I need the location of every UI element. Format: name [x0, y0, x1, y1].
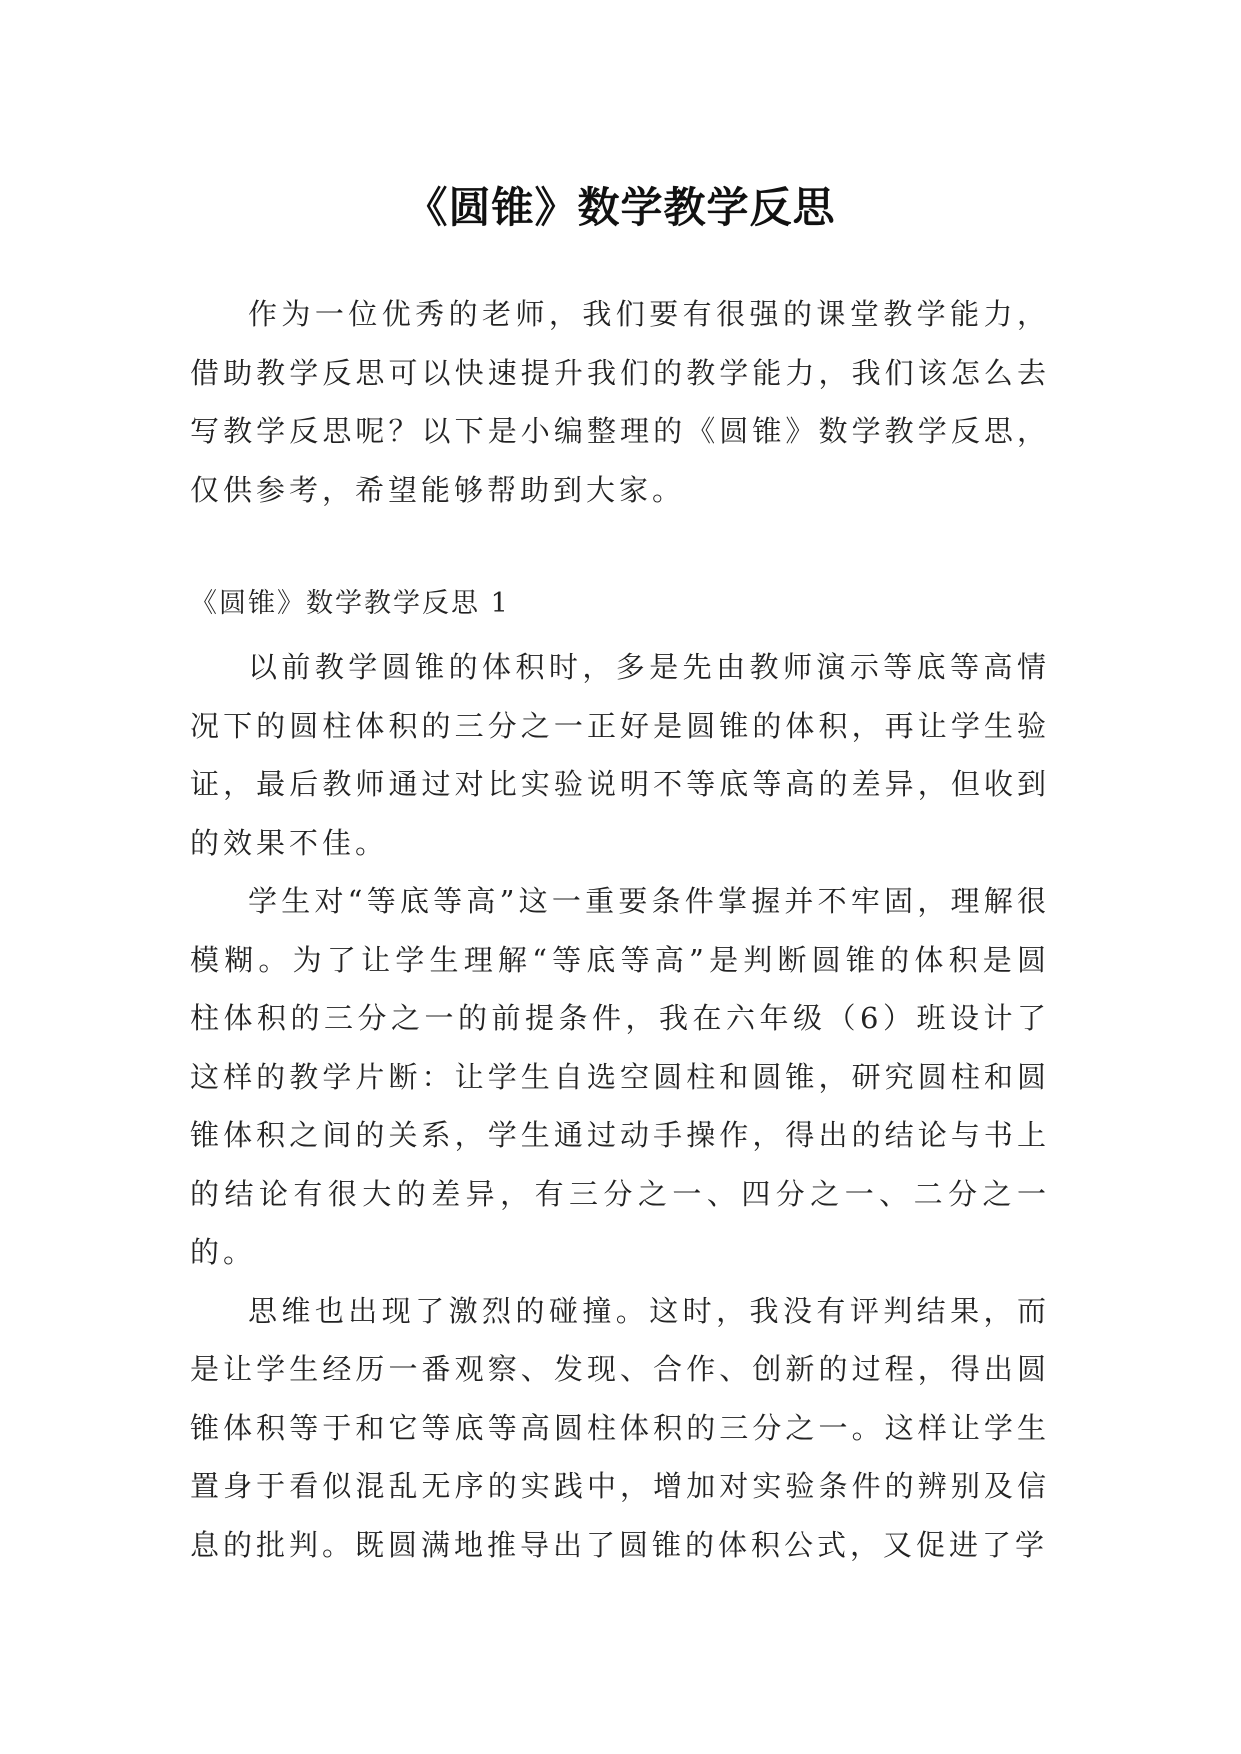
intro-paragraph: 作为一位优秀的老师，我们要有很强的课堂教学能力，借助教学反思可以快速提升我们的教学能力，我们该怎么去写教学反思呢？以下是小编整理的《圆锥》数学教学反思，仅供参考，希望能够帮助到大家。 — [190, 297, 1050, 507]
intro-block — [190, 285, 1050, 519]
section-heading: 《圆锥》数学教学反思 1 — [190, 588, 510, 619]
section-body — [190, 638, 1050, 1574]
body-paragraph-1: 以前教学圆锥的体积时，多是先由教师演示等底等高情况下的圆柱体积的三分之一正好是圆锥的体积，再让学生验证，最后教师通过对比实验说明不等底等高的差异，但收到的效果不佳。 — [190, 650, 1050, 860]
body-paragraph-2: 学生对“等底等高”这一重要条件掌握并不牢固，理解很模糊。为了让学生理解“等底等高”是判断圆锥的体积是圆柱体积的三分之一的前提条件，我在六年级（6）班设计了这样的教学片断：让学生自选空圆柱和圆锥，研究圆柱和圆锥体积之间的关系，学生通过动手操作，得出的结论与书上的结论有很大的差异，有三分之一、四分之一、二分之一的。 — [190, 884, 1050, 1269]
document-title: 《圆锥》数学教学反思 — [405, 183, 836, 233]
body-paragraph-3: 思维也出现了激烈的碰撞。这时，我没有评判结果，而是让学生经历一番观察、发现、合作、创新的过程，得出圆锥体积等于和它等底等高圆柱体积的三分之一。这样让学生置身于看似混乱无序的实践中，增加对实验条件的辨别及信息的批判。既圆满地推导出了圆锥的体积公式，又促进了学 — [190, 1293, 1050, 1562]
